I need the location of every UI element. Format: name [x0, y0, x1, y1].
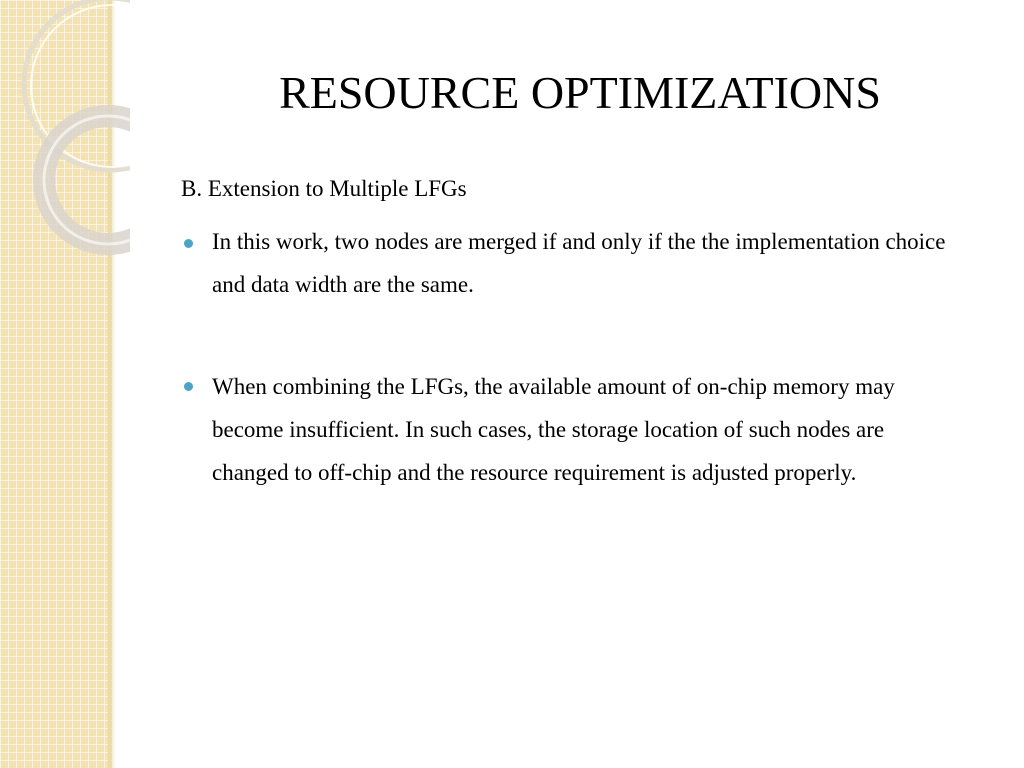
bullet-text-1: In this work, two nodes are merged if and only if the the implementation choice and data width are the same. [212, 229, 946, 297]
bullet-text-2: When combining the LFGs, the available amount of on-chip memory may become insufficient. In such cases, the storage location of such nodes are changed to off-chip and the resource requirement is adjusted properly. [212, 374, 895, 485]
slide-title: RESOURCE OPTIMIZATIONS [279, 67, 881, 118]
bullet-icon [184, 382, 193, 391]
decorative-rings [0, 0, 130, 260]
section-subheading: B. Extension to Multiple LFGs [181, 176, 467, 201]
bullet-icon [184, 239, 193, 248]
